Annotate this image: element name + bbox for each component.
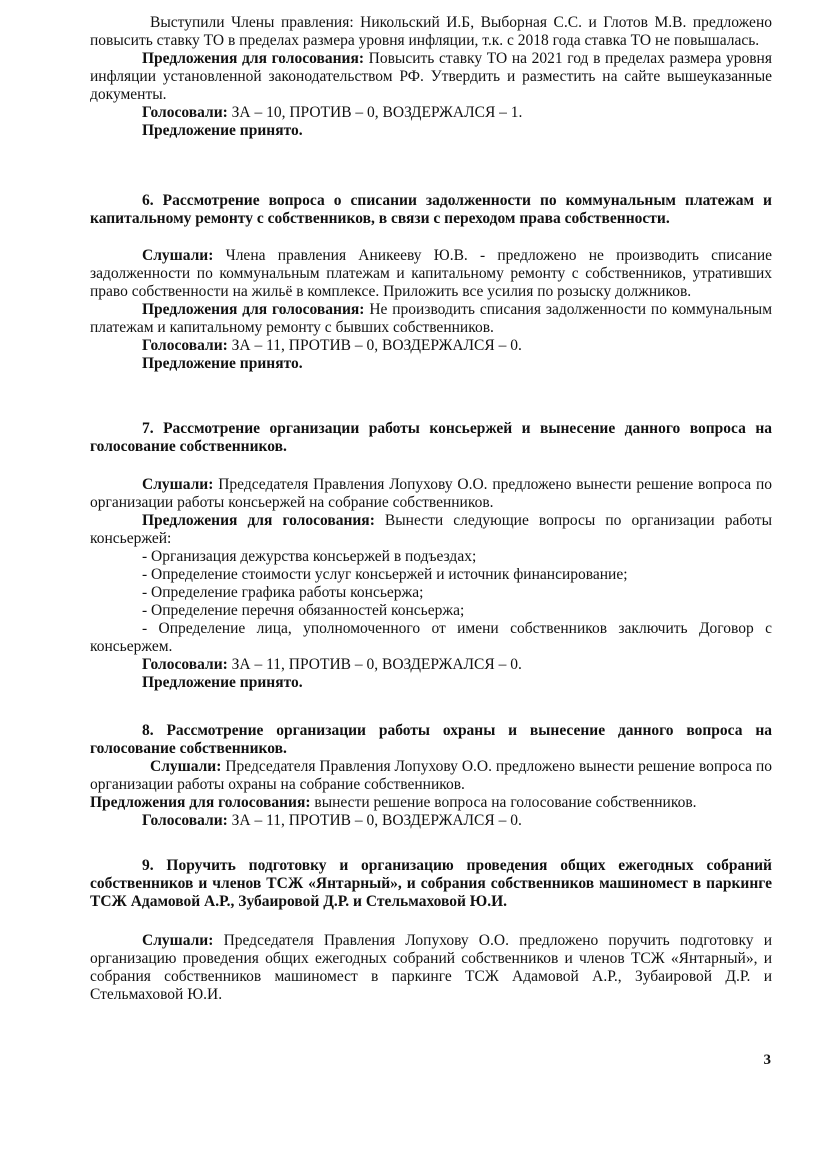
section-6-heading: 6. Рассмотрение вопроса о списании задолженности по коммунальным платежам и капитальному ремонту с собственников, в связи с переходом права собственности. (90, 192, 772, 227)
section-6-body (90, 247, 772, 373)
vote-text: ЗА – 11, ПРОТИВ – 0, ВОЗДЕРЖАЛСЯ – 0. (227, 337, 522, 354)
listen-text: Члена правления Аникееву Ю.В. - предложено не производить списание задолженности по коммунальным платежам и капитальному ремонту с собственников, утративших право собственности на жильё в комплексе. Приложить все усилия по розыску должников. (90, 247, 772, 300)
listen-paragraph (90, 932, 772, 1004)
vote-text: ЗА – 10, ПРОТИВ – 0, ВОЗДЕРЖАЛСЯ – 1. (227, 104, 523, 121)
listen-paragraph (90, 758, 772, 794)
section-9-heading: 9. Поручить подготовку и организацию проведения общих ежегодных собраний собственников и членов ТСЖ «Янтарный», и собрания собственников машиномест в паркинге ТСЖ Адамовой А.Р., Зубаировой Д.Р. и Стельмаховой Ю.И. (90, 857, 772, 910)
section-5-continuation (90, 14, 772, 140)
vote-label: Голосовали: (142, 337, 228, 354)
vote-label: Голосовали: (142, 656, 228, 673)
listen-text: Председателя Правления Лопухову О.О. предложено вынести решение вопроса по организации работы охраны на собрание собственников. (90, 758, 772, 793)
listen-paragraph (90, 247, 772, 301)
vote-label: Голосовали: (142, 812, 228, 829)
proposal-text: Повысить ставку ТО на 2021 год в пределах размера уровня инфляции установленной законодательством РФ. Утвердить и разместить на сайте вышеуказанные документы. (90, 50, 772, 103)
list-item: - Определение стоимости услуг консьержей и источник финансирование; (142, 566, 628, 583)
proposal-paragraph (90, 50, 772, 104)
section-7 (90, 420, 772, 456)
accepted-line: Предложение принято. (142, 355, 303, 372)
speakers-paragraph: Выступили Члены правления: Никольский И.Б, Выборная С.С. и Глотов М.В. предложено повысить ставку ТО в пределах размера уровня инфляции, т.к. с 2018 года ставка ТО не повышалась. (90, 14, 772, 49)
page-number: 3 (763, 1052, 771, 1068)
list-item: - Определение лица, уполномоченного от имени собственников заключить Договор с консьержем. (90, 620, 772, 655)
vote-line (90, 337, 772, 355)
section-9 (90, 857, 772, 911)
proposal-label: Предложения для голосования: (142, 301, 365, 318)
vote-label: Голосовали: (142, 104, 228, 121)
list-item: - Организация дежурства консьержей в подъездах; (142, 548, 477, 565)
vote-line (90, 812, 772, 830)
accepted-line: Предложение принято. (142, 674, 303, 691)
proposal-text: Не производить списания задолженности по коммунальным платежам и капитальному ремонту с бывших собственников. (90, 301, 772, 336)
section-8-heading: 8. Рассмотрение организации работы охраны и вынесение данного вопроса на голосование собственников. (90, 722, 772, 757)
vote-line (90, 104, 772, 122)
vote-text: ЗА – 11, ПРОТИВ – 0, ВОЗДЕРЖАЛСЯ – 0. (227, 656, 522, 673)
proposal-label: Предложения для голосования: (142, 512, 375, 529)
proposal-label: Предложения для голосования: (142, 50, 365, 67)
listen-text: Председателя Правления Лопухову О.О. предложено поручить подготовку и организацию проведения общих ежегодных собраний собственников и членов ТСЖ «Янтарный», и собрания собственников машиномест в паркинге ТСЖ Адамовой А.Р., Зубаировой Д.Р. и Стельмаховой Ю.И. (90, 932, 772, 1003)
section-7-heading: 7. Рассмотрение организации работы консьержей и вынесение данного вопроса на голосование собственников. (90, 420, 772, 455)
listen-paragraph (90, 476, 772, 512)
listen-label: Слушали: (142, 247, 214, 264)
section-9-body (90, 932, 772, 1004)
proposal-label: Предложения для голосования: (90, 794, 311, 811)
concierge-issue-list (90, 548, 772, 620)
list-item: - Определение перечня обязанностей консьержа; (142, 602, 465, 619)
list-item: - Определение графика работы консьержа; (142, 584, 424, 601)
proposal-paragraph (90, 512, 772, 548)
vote-line (90, 656, 772, 674)
listen-label: Слушали: (142, 932, 214, 949)
proposal-paragraph (90, 794, 772, 812)
vote-text: ЗА – 11, ПРОТИВ – 0, ВОЗДЕРЖАЛСЯ – 0. (227, 812, 522, 829)
proposal-text: Вынести следующие вопросы по организации работы консьержей: (90, 512, 772, 547)
listen-text: Председателя Правления Лопухову О.О. предложено вынести решение вопроса по организации работы консьержей на собрание собственников. (90, 476, 772, 511)
listen-label: Слушали: (142, 476, 214, 493)
section-8 (90, 722, 772, 830)
proposal-text: вынести решение вопроса на голосование собственников. (310, 794, 697, 811)
listen-label: Слушали: (150, 758, 222, 775)
section-6 (90, 192, 772, 228)
section-7-body (90, 476, 772, 692)
accepted-line: Предложение принято. (142, 122, 303, 139)
proposal-paragraph (90, 301, 772, 337)
